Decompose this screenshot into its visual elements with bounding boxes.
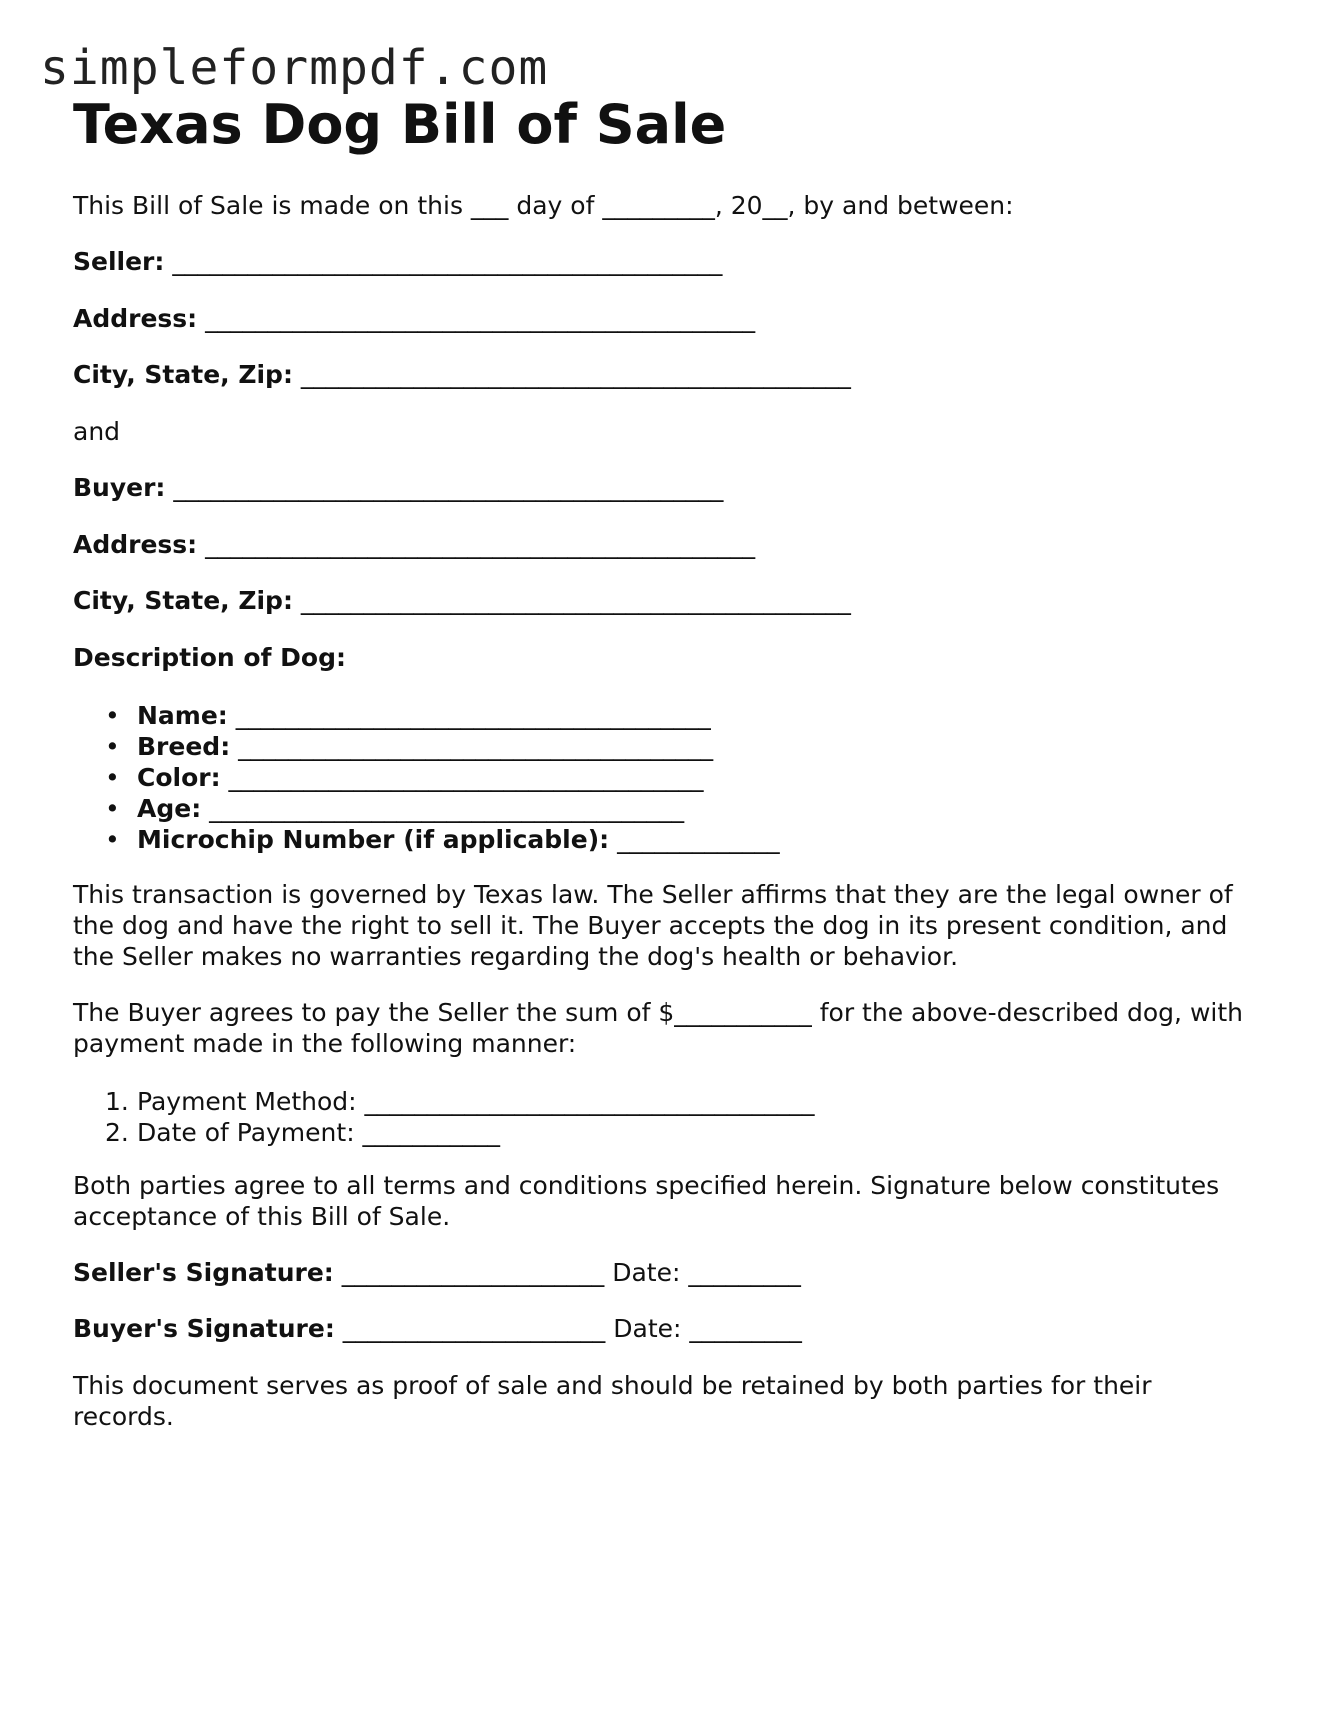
dog-name-blank: ______________________________________ — [235, 701, 711, 730]
payment-list — [105, 1086, 815, 1148]
dog-description-list — [105, 700, 780, 855]
seller-city-row — [73, 359, 851, 390]
list-item — [105, 793, 780, 824]
buyer-name-label: Buyer: — [73, 473, 166, 502]
seller-signature-label: Seller's Signature: — [73, 1258, 334, 1287]
dog-age-blank: ______________________________________ — [209, 794, 685, 823]
seller-name-label: Seller: — [73, 247, 165, 276]
buyer-address-blank: ____________________________________________ — [205, 530, 756, 559]
buyer-city-blank: ____________________________________________ — [300, 586, 851, 615]
seller-address-row — [73, 303, 755, 334]
buyer-name-blank: ____________________________________________ — [173, 473, 724, 502]
buyer-signature-blank: _____________________ Date: _________ — [342, 1314, 802, 1343]
governing-law-paragraph: This transaction is governed by Texas law. The Seller affirms that they are the legal owner of the dog and have the right to sell it. The Buyer accepts the dog in its present condition, and the Seller makes no warranties regarding the dog's health or behavior. — [73, 880, 1233, 971]
payment-date-number: 2. — [105, 1118, 129, 1147]
seller-signature-row — [73, 1257, 801, 1288]
buyer-signature-label: Buyer's Signature: — [73, 1314, 335, 1343]
page-title: Texas Dog Bill of Sale — [73, 93, 727, 156]
and-text: and — [73, 417, 121, 446]
closing-paragraph: This document serves as proof of sale and should be retained by both parties for their records. — [73, 1371, 1152, 1431]
buyer-name-row — [73, 472, 723, 503]
intro-line: This Bill of Sale is made on this ___ day of _________, 20__, by and between: — [73, 191, 1014, 220]
dog-breed-blank: ______________________________________ — [238, 732, 714, 761]
payment-method-text: Payment Method: ____________________________________ — [137, 1087, 815, 1116]
dog-description-heading: Description of Dog: — [73, 643, 346, 672]
seller-address-label: Address: — [73, 304, 198, 333]
dog-color-blank: ______________________________________ — [228, 763, 704, 792]
list-item — [105, 700, 780, 731]
buyer-city-label: City, State, Zip: — [73, 586, 293, 615]
list-item — [105, 1117, 815, 1148]
seller-city-blank: ____________________________________________ — [300, 360, 851, 389]
dog-color-label: Color: — [137, 763, 221, 792]
buyer-address-label: Address: — [73, 530, 198, 559]
dog-breed-label: Breed: — [137, 732, 231, 761]
buyer-signature-row — [73, 1313, 802, 1344]
dog-microchip-label: Microchip Number (if applicable): — [137, 825, 610, 854]
dog-name-label: Name: — [137, 701, 228, 730]
buyer-address-row — [73, 529, 755, 560]
seller-name-blank: ____________________________________________ — [172, 247, 723, 276]
buyer-city-row — [73, 585, 851, 616]
payment-date-text: Date of Payment: ___________ — [137, 1118, 501, 1147]
seller-city-label: City, State, Zip: — [73, 360, 293, 389]
list-item — [105, 1086, 815, 1117]
payment-paragraph: The Buyer agrees to pay the Seller the sum of $___________ for the above-described dog, with payment made in the following manner: — [73, 998, 1243, 1058]
list-item — [105, 762, 780, 793]
watermark-text: simpleformpdf.com — [40, 40, 549, 96]
dog-microchip-blank: _____________ — [617, 825, 780, 854]
agreement-paragraph: Both parties agree to all terms and conditions specified herein. Signature below constitutes acceptance of this Bill of Sale. — [73, 1171, 1220, 1231]
seller-name-row — [73, 246, 722, 277]
list-item — [105, 824, 780, 855]
list-item — [105, 731, 780, 762]
payment-method-number: 1. — [105, 1087, 129, 1116]
seller-signature-blank: _____________________ Date: _________ — [341, 1258, 801, 1287]
seller-address-blank: ____________________________________________ — [205, 304, 756, 333]
dog-age-label: Age: — [137, 794, 202, 823]
